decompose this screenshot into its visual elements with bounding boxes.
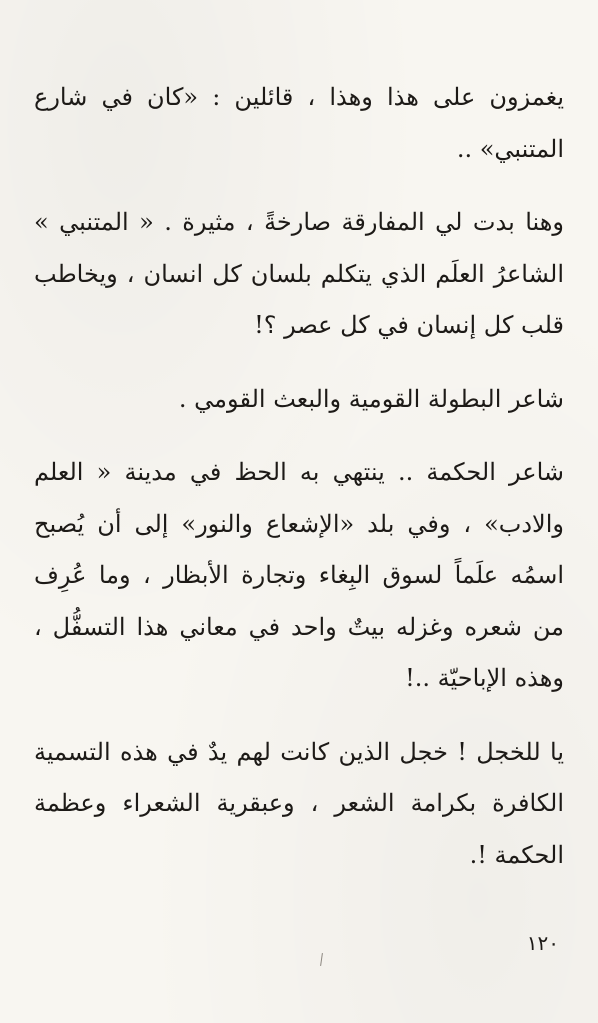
paragraph-4: شاعر الحكمة .. ينتهي به الحظ في مدينة « العلم والادب» ، وفي بلد «الإشعاع والنور» إلى أن يُصبح اسمُه علَماً لسوق البِغاء وتجارة الأبظار ، وما عُرِف من شعره وغزله بيتٌ واحد في معاني هذا التسفُّل ، وهذه الإباحيّة ..! xyxy=(34,458,564,692)
document-body xyxy=(34,72,564,881)
page-number: ١٢٠ xyxy=(526,931,559,955)
paragraph-5: يا للخجل ! خجل الذين كانت لهم يدٌ في هذه التسمية الكافرة بكرامة الشعر ، وعبقرية الشعراء وعظمة الحكمة !. xyxy=(34,737,564,869)
paragraph-1: يغمزون على هذا وهذا ، قائلين : «كان في شارع المتنبي» .. xyxy=(34,83,564,163)
paragraph-2: وهنا بدت لي المفارقة صارخةً ، مثيرة . « المتنبي » الشاعرُ العلَم الذي يتكلم بلسان كل انسان ، ويخاطب قلب كل إنسان في كل عصر ؟! xyxy=(34,208,564,339)
paragraph-3: شاعر البطولة القومية والبعث القومي . xyxy=(178,384,564,413)
ink-speck xyxy=(320,953,323,966)
